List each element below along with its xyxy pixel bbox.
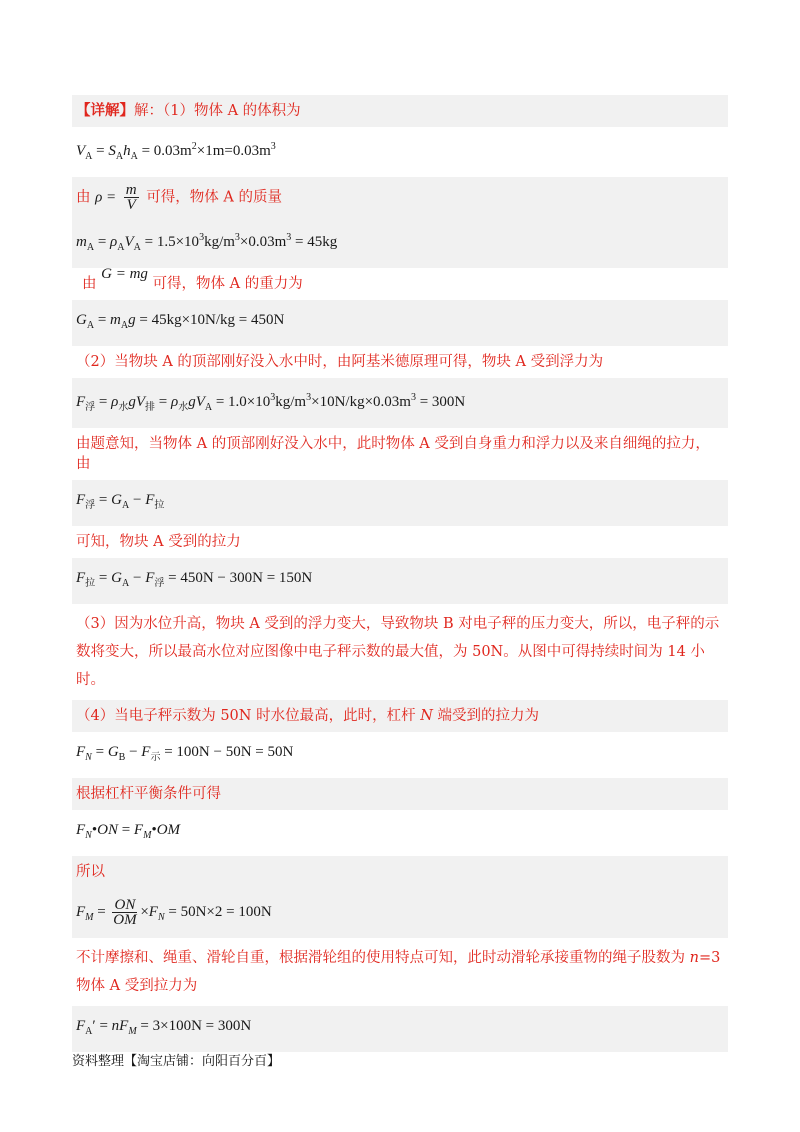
lever-balance-text: 根据杠杆平衡条件可得 (72, 778, 728, 810)
pulley-text: 不计摩擦和、绳重、滑轮自重，根据滑轮组的使用特点可知，此时动滑轮承接重物的绳子股数为 n=3 物体 A 受到拉力为 (76, 949, 721, 994)
footer-source: 资料整理【淘宝店铺：向阳百分百】 (72, 1054, 281, 1069)
formula-mass: $m_A = \rho_AV_A = 1.5\times 10^3kg/m^3\times 0.03m^3 = 45kg$ (72, 218, 728, 268)
formula-pull-on-a: $F_A' = nF_M = 3\times 100N = 300N$ (72, 1006, 728, 1052)
solution-document (72, 95, 728, 1052)
formula-lever-balance: $F_N•ON$ = $F_M•OM$ (76, 822, 181, 841)
force-analysis-text: 由题意知，当物体 A 的顶部刚好没入水中，此时物体 A 受到自身重力和浮力以及来自细绳的拉力，由 (76, 436, 710, 472)
density-relation-text: 由 ρ = $\frac{m}{V}$ 可得，物体 A 的质量 (72, 177, 728, 218)
detail-label: 【详解】 (76, 102, 134, 119)
step3-text: （3）因为水位升高，物块 A 受到的浮力变大，导致物块 B 对电子秤的压力变大，所以，电子秤的示数将变大，所以最高水位对应图像中电子秤示数的最大值，为 50N。从图中可得持续时间为 14 小时。 (76, 616, 720, 688)
step4-text: （4）当电子秤示数为 50N 时水位最高，此时，杠杆 N 端受到的拉力为 (72, 700, 728, 732)
formula-weight: $G_A = m_Ag = 45kg\times 10N/kg = 450N$ (72, 300, 728, 346)
therefore-text: 所以 (72, 856, 728, 888)
formula-buoyancy: $F_浮 = \rho_水gV_排 = \rho_水gV_A = 1.0\times 10^3kg/m^3\times 10N/kg\times 0.03m^3 = 300N$ (72, 378, 728, 428)
step1-text: 解：（1）物体 A 的体积为 (134, 103, 301, 119)
formula-volume: $V_A = S_Ah_A = 0.03m^2\times 1m=0.03m^3$ (76, 141, 276, 162)
formula-tension: $F_拉 = G_A - F_浮 = 450N - 300N = 150N$ (72, 558, 728, 604)
formula-lever-n: $F_N = G_B - F_示 = 100N - 50N = 50N$ (76, 744, 294, 763)
formula-fm: $F_M$ = $\frac{ON}{OM}$ $\times F_N = 50N\times 2 = 100N$ (72, 888, 728, 938)
step1-heading (72, 95, 728, 127)
formula-force-balance: $F_浮 = G_A - F_拉$ (72, 480, 728, 526)
step2-text: （2）当物块 A 的顶部刚好没入水中时，由阿基米德原理可得，物块 A 受到浮力为 (76, 354, 604, 370)
tension-intro-text: 可知，物块 A 受到的拉力 (76, 534, 241, 550)
gravity-relation-text: 由 G = mg 可得，物体 A 的重力为 (82, 266, 303, 292)
